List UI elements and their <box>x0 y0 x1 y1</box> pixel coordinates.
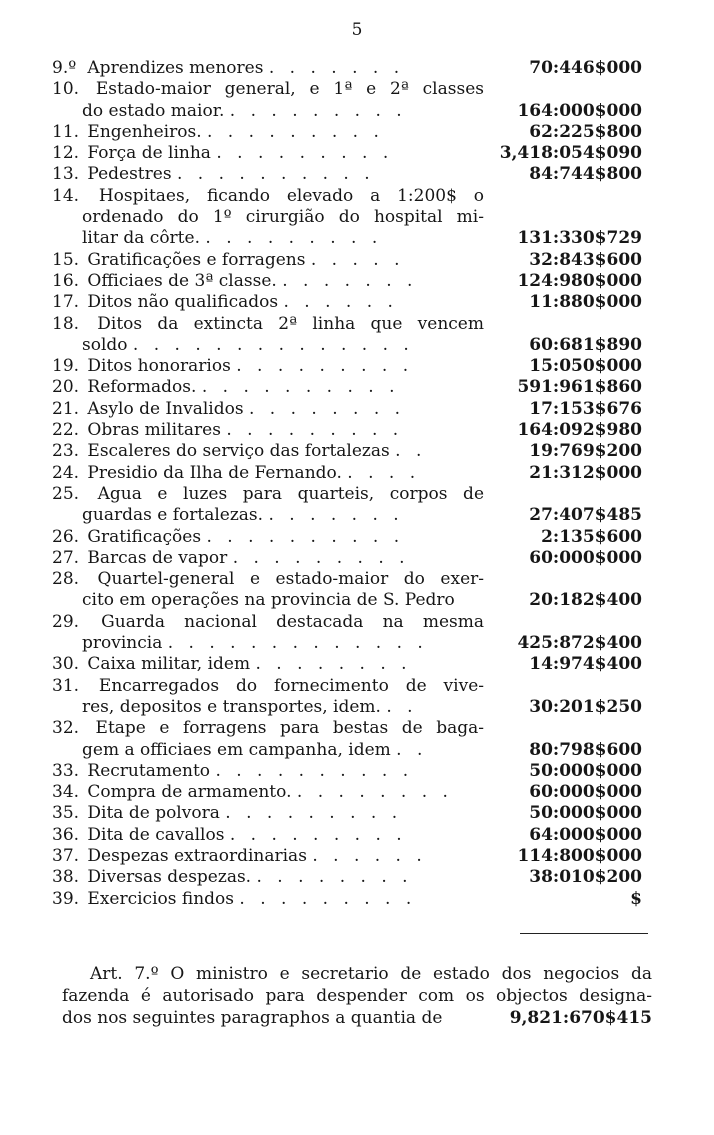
entry-number: 22. <box>52 420 80 441</box>
ledger-entry <box>52 846 652 867</box>
entry-number: 17. <box>52 292 80 313</box>
leader-dots: . . . . . . . . . <box>236 356 414 377</box>
entry-line <box>52 612 484 633</box>
entry-amount: 164:092$980 <box>517 420 642 441</box>
article-line: dos nos seguintes paragraphos a quantia de <box>62 1008 443 1028</box>
entry-label: Encarregados do fornecimento de vive- <box>98 675 484 696</box>
entry-description <box>52 612 484 655</box>
entry-label: Ditos não qualificados <box>87 292 279 313</box>
entry-line <box>52 250 484 271</box>
article-total-amount: 9,821:670$415 <box>509 1008 652 1028</box>
ledger-entry <box>52 250 652 271</box>
entry-label: Exercicios findos <box>87 888 234 909</box>
entry-number: 19. <box>52 356 80 377</box>
entry-description <box>52 782 484 803</box>
page-number: 5 <box>351 20 363 40</box>
entry-description <box>52 420 484 441</box>
entry-amount: 60:000$000 <box>529 782 642 803</box>
article-7 <box>62 963 652 1029</box>
entry-amount: 30:201$250 <box>529 696 642 717</box>
entry-description <box>52 79 484 122</box>
entry-number: 37. <box>52 845 80 866</box>
entry-number: 33. <box>52 760 80 781</box>
entry-line <box>52 186 484 207</box>
leader-dots: . . . . . . . . <box>248 398 406 419</box>
entry-label: soldo <box>82 334 128 355</box>
entry-label: Diversas despezas. <box>87 867 252 888</box>
entry-label: Barcas de vapor <box>87 547 228 568</box>
entry-label: Pedestres <box>87 164 172 185</box>
entry-number: 29. <box>52 611 80 632</box>
entry-label: Gratificações e forragens <box>87 249 306 270</box>
entry-line <box>52 441 484 462</box>
ledger-entry <box>52 122 652 143</box>
entry-description <box>52 761 484 782</box>
entry-amount: 27:407$485 <box>529 505 642 526</box>
entry-amount: 62:225$800 <box>529 121 642 142</box>
entry-label: Aprendizes menores <box>87 58 264 78</box>
entry-amount: $ <box>630 888 642 909</box>
entry-line <box>52 463 484 484</box>
ledger-entry <box>52 867 652 888</box>
ledger-entry <box>52 79 652 122</box>
entry-description <box>52 399 484 420</box>
leader-dots: . . . . . . . . . <box>232 547 410 568</box>
expense-ledger <box>52 58 652 910</box>
entry-label: Reformados. <box>87 377 197 398</box>
entry-line <box>52 420 484 441</box>
entry-amount: 50:000$000 <box>529 760 642 781</box>
entry-line <box>52 846 484 867</box>
entry-number: 18. <box>52 313 80 334</box>
ledger-entry <box>52 377 652 398</box>
entry-label: Despezas extraordinarias <box>87 845 307 866</box>
entry-line <box>52 590 484 611</box>
entry-amount: 14:974$400 <box>529 654 642 675</box>
leader-dots: . . . . . . . . . <box>229 100 407 121</box>
entry-number: 26. <box>52 526 80 547</box>
ledger-entry <box>52 164 652 185</box>
entry-number: 10. <box>52 79 80 100</box>
entry-label: Asylo de Invalidos <box>87 398 244 419</box>
entry-label: Estado-maior general, e 1ª e 2ª classes <box>95 79 484 100</box>
entry-label: Força de linha <box>87 143 211 164</box>
entry-line <box>52 505 484 526</box>
leader-dots: . . . . . . . . <box>256 867 413 888</box>
leader-dots: . . <box>395 441 427 462</box>
entry-label: litar da côrte. <box>82 228 200 249</box>
leader-dots: . . . . . . . <box>282 270 418 291</box>
entry-label: res, depositos e transportes, idem. <box>82 696 381 717</box>
entry-line <box>52 718 484 739</box>
leader-dots: . . . . . . . . . <box>216 143 394 164</box>
ledger-entry <box>52 569 652 612</box>
entry-label: Guarda nacional destacada na mesma <box>101 611 484 632</box>
entry-label: guardas e fortalezas. <box>82 505 264 526</box>
ledger-entry <box>52 889 652 910</box>
entry-amount: 164:000$000 <box>517 100 642 121</box>
ledger-entry <box>52 548 652 569</box>
entry-description <box>52 122 484 143</box>
entry-amount: 84:744$800 <box>529 164 642 185</box>
entry-label: cito em operações na provincia de S. Pedro <box>82 590 455 611</box>
entry-description <box>52 441 484 462</box>
entry-amount: 80:798$600 <box>529 739 642 760</box>
entry-label: Recrutamento <box>87 760 211 781</box>
leader-dots: . . . . . . . . <box>255 654 412 675</box>
entry-amount: 11:880$000 <box>529 292 642 313</box>
leader-dots: . . . . . . . . . <box>229 824 407 845</box>
entry-line <box>52 654 484 675</box>
entry-line <box>52 164 484 185</box>
entry-number: 32. <box>52 718 80 739</box>
entry-amount: 32:843$600 <box>529 249 642 270</box>
entry-description <box>52 292 484 313</box>
entry-line <box>52 101 484 122</box>
entry-line <box>52 676 484 697</box>
entry-description <box>52 527 484 548</box>
ledger-entry <box>52 420 652 441</box>
leader-dots: . . . . <box>347 462 421 483</box>
entry-description <box>52 58 484 79</box>
entry-number: 20. <box>52 377 80 398</box>
leader-dots: . . . . . . . <box>268 505 404 526</box>
entry-label: Caixa militar, idem <box>87 654 251 675</box>
entry-description <box>52 718 484 761</box>
entry-description <box>52 548 484 569</box>
entry-description <box>52 846 484 867</box>
entry-number: 21. <box>52 398 80 419</box>
entry-label: ordenado do 1º cirurgião do hospital mi- <box>82 207 484 228</box>
entry-number: 25. <box>52 483 80 504</box>
ledger-entry <box>52 463 652 484</box>
entry-line <box>52 399 484 420</box>
entry-description <box>52 314 484 357</box>
entry-label: Agua e luzes para quarteis, corpos de <box>97 483 485 504</box>
entry-amount: 38:010$200 <box>529 867 642 888</box>
entry-number: 34. <box>52 782 80 803</box>
entry-amount: 60:000$000 <box>529 547 642 568</box>
entry-label: Ditos honorarios <box>87 356 231 377</box>
leader-dots: . . . . . . . . . <box>205 228 383 249</box>
entry-number: 11. <box>52 121 80 142</box>
entry-amount: 131:330$729 <box>517 228 642 249</box>
entry-amount: 19:769$200 <box>529 441 642 462</box>
entry-label: Etape e forragens para bestas de baga- <box>95 718 484 739</box>
leader-dots: . . . . . <box>310 249 405 270</box>
entry-amount: 15:050$000 <box>529 356 642 377</box>
entry-amount: 70:446$000 <box>529 58 642 78</box>
entry-description <box>52 803 484 824</box>
entry-number: 14. <box>52 185 80 206</box>
ledger-entry <box>52 484 652 527</box>
entry-number: 36. <box>52 824 80 845</box>
entry-amount: 591:961$860 <box>517 377 642 398</box>
entry-label: Ditos da extincta 2ª linha que vencem <box>97 313 484 334</box>
entry-label: Compra de armamento. <box>87 782 292 803</box>
entry-description <box>52 186 484 250</box>
entry-description <box>52 825 484 846</box>
entry-number: 28. <box>52 569 80 590</box>
entry-number: 9.º <box>52 58 77 78</box>
article-line: fazenda é autorisado para despender com os objectos designa- <box>62 986 652 1006</box>
entry-number: 15. <box>52 249 80 270</box>
entry-label: Engenheiros. <box>87 121 202 142</box>
leader-dots: . . . . . . . . . <box>226 420 404 441</box>
article-last-line <box>62 1007 652 1029</box>
entry-line <box>52 803 484 824</box>
entry-description <box>52 250 484 271</box>
entry-description <box>52 356 484 377</box>
leader-dots: . . . . . . . . . . <box>176 164 375 185</box>
entry-line <box>52 79 484 100</box>
entry-line <box>52 697 484 718</box>
entry-number: 38. <box>52 867 80 888</box>
ledger-entry <box>52 825 652 846</box>
entry-amount: 425:872$400 <box>517 633 642 654</box>
ledger-entry <box>52 314 652 357</box>
entry-description <box>52 271 484 292</box>
entry-description <box>52 654 484 675</box>
entry-amount: 20:182$400 <box>529 590 642 611</box>
ledger-entry <box>52 782 652 803</box>
entry-amount: 17:153$676 <box>529 398 642 419</box>
entry-amount: 60:681$890 <box>529 334 642 355</box>
ledger-entry <box>52 399 652 420</box>
ledger-entry <box>52 654 652 675</box>
entry-label: Officiaes de 3ª classe. <box>87 270 277 291</box>
entry-description <box>52 377 484 398</box>
leader-dots: . . . . . . . . . . <box>215 760 414 781</box>
entry-line <box>52 889 484 910</box>
ledger-entry <box>52 527 652 548</box>
ledger-entry <box>52 761 652 782</box>
entry-line <box>52 314 484 335</box>
entry-line <box>52 207 484 228</box>
entry-label: Quartel-general e estado-maior do exer- <box>97 569 484 590</box>
entry-line <box>52 527 484 548</box>
entry-line <box>52 782 484 803</box>
leader-dots: . . . . . . . . . <box>207 121 384 142</box>
leader-dots: . . . . . . . <box>268 58 405 78</box>
ledger-entry <box>52 803 652 824</box>
entry-number: 13. <box>52 164 80 185</box>
ledger-entry <box>52 143 652 164</box>
entry-label: Gratificações <box>87 526 202 547</box>
entry-label: do estado maior. <box>82 100 225 121</box>
entry-description <box>52 484 484 527</box>
leader-dots: . . . . . . . . <box>296 782 453 803</box>
entry-number: 39. <box>52 888 80 909</box>
entry-number: 31. <box>52 675 80 696</box>
leader-dots: . . . . . . <box>283 292 398 313</box>
entry-amount: 3,418:054$090 <box>499 143 642 164</box>
entry-number: 30. <box>52 654 80 675</box>
entry-line <box>52 484 484 505</box>
entry-label: Hospitaes, ficando elevado a 1:200$ o <box>98 185 485 206</box>
leader-dots: . . <box>396 739 428 760</box>
entry-line <box>52 569 484 590</box>
entry-label: Presidio da Ilha de Fernando. <box>87 462 342 483</box>
entry-number: 27. <box>52 547 80 568</box>
entry-line <box>52 271 484 292</box>
ledger-entry <box>52 676 652 719</box>
ledger-entry <box>52 612 652 655</box>
ledger-entry <box>52 292 652 313</box>
entry-line <box>52 228 484 249</box>
entry-label: provincia <box>82 633 163 654</box>
entry-label: gem a officiaes em campanha, idem <box>82 739 391 760</box>
entry-number: 12. <box>52 143 80 164</box>
leader-dots: . . . . . . . . . <box>239 888 417 909</box>
leader-dots: . . . . . . . . . . . . . <box>167 633 428 654</box>
leader-dots: . . . . . . . . . . . . . . <box>132 334 414 355</box>
leader-dots: . . . . . . <box>312 845 427 866</box>
entry-description <box>52 463 484 484</box>
entry-number: 16. <box>52 270 80 291</box>
ledger-entry <box>52 441 652 462</box>
entry-description <box>52 569 484 612</box>
leader-dots: . . . . . . . . . <box>225 803 403 824</box>
entry-amount: 50:000$000 <box>529 803 642 824</box>
entry-description <box>52 867 484 888</box>
entry-amount: 114:800$000 <box>517 845 642 866</box>
ledger-entry <box>52 271 652 292</box>
entry-line <box>52 377 484 398</box>
ledger-entry <box>52 718 652 761</box>
entry-line <box>52 356 484 377</box>
entry-number: 23. <box>52 441 80 462</box>
entry-line <box>52 292 484 313</box>
entry-number: 24. <box>52 462 80 483</box>
ledger-entry <box>52 186 652 250</box>
entry-line <box>52 335 484 356</box>
entry-amount: 21:312$000 <box>529 462 642 483</box>
entry-line <box>52 761 484 782</box>
entry-description <box>52 889 484 910</box>
entry-amount: 124:980$000 <box>517 270 642 291</box>
leader-dots: . . . . . . . . . . <box>201 377 400 398</box>
entry-label: Obras militares <box>87 420 221 441</box>
entry-line <box>52 143 484 164</box>
entry-description <box>52 676 484 719</box>
entry-label: Dita de polvora <box>87 803 220 824</box>
entry-line <box>52 122 484 143</box>
total-rule <box>520 933 648 934</box>
ledger-entry <box>52 356 652 377</box>
entry-label: Dita de cavallos <box>87 824 225 845</box>
leader-dots: . . <box>386 696 418 717</box>
entry-line <box>52 58 484 79</box>
entry-number: 35. <box>52 803 80 824</box>
entry-amount: 64:000$000 <box>529 824 642 845</box>
entry-line <box>52 867 484 888</box>
leader-dots: . . . . . . . . . . <box>206 526 405 547</box>
entry-line <box>52 633 484 654</box>
entry-line <box>52 548 484 569</box>
entry-line <box>52 740 484 761</box>
ledger-entry <box>52 58 652 79</box>
entry-line <box>52 825 484 846</box>
article-line: Art. 7.º O ministro e secretario de estado dos negocios da <box>90 964 652 984</box>
entry-description <box>52 164 484 185</box>
entry-label: Escaleres do serviço das fortalezas <box>87 441 390 462</box>
entry-amount: 2:135$600 <box>541 526 642 547</box>
entry-description <box>52 143 484 164</box>
